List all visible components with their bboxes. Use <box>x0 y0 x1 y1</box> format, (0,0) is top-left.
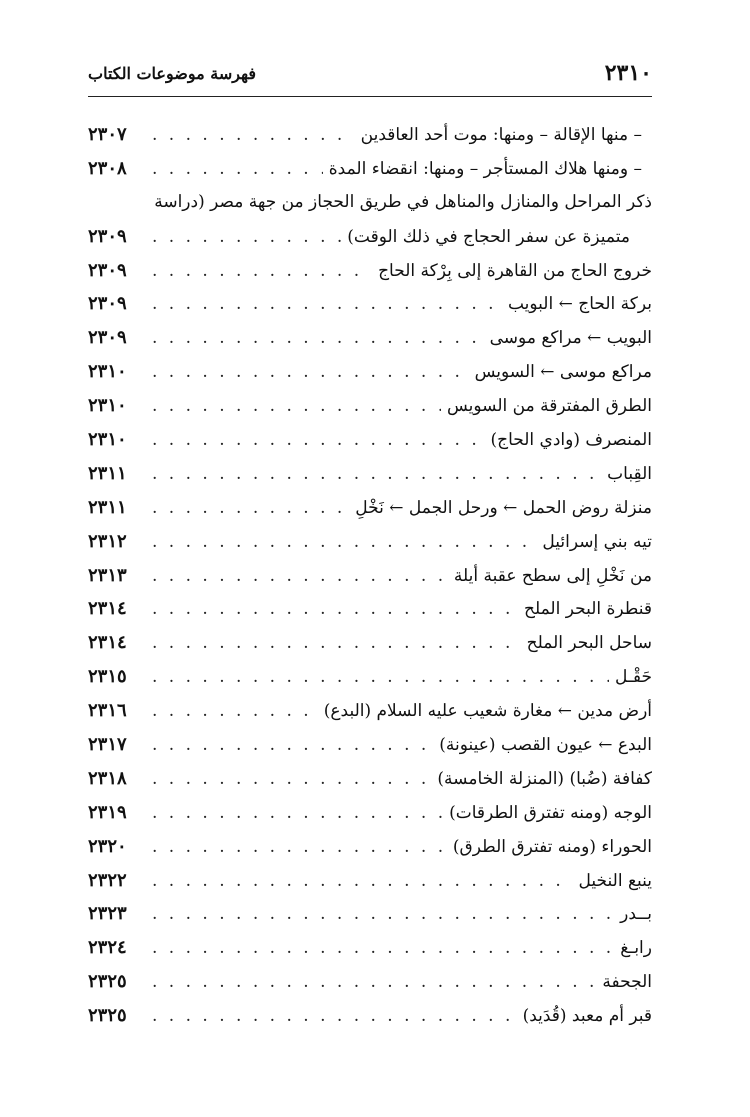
toc-entry-page: ٢٣١٣ <box>88 564 127 586</box>
toc-entry-title: بركة الحاج ← البويب <box>507 294 652 315</box>
toc-entry-title: ساحل البحر الملح <box>526 633 652 654</box>
toc-entry <box>88 118 652 152</box>
toc-entry-page: ٢٣١٠ <box>88 429 127 451</box>
toc-entry-title: القِباب <box>607 463 652 484</box>
toc-entry-title: قنطرة البحر الملح <box>523 599 652 620</box>
toc-entry-page: ٢٣١٠ <box>88 361 127 383</box>
toc-entry-page: ٢٣١١ <box>88 462 127 484</box>
toc-entry-title: متميزة عن سفر الحجاج في ذلك الوقت) <box>347 226 630 247</box>
leader-dots <box>152 729 433 763</box>
toc-entry-title: تيه بني إسرائيل <box>542 531 652 552</box>
toc-entry <box>88 525 652 559</box>
toc-entry-title: أرض مدين ← مغارة شعيب عليه السلام (البدع) <box>323 701 652 722</box>
toc-entry <box>88 389 652 423</box>
leader-dots <box>152 865 573 899</box>
leader-dots <box>152 898 614 932</box>
toc-entry-page: ٢٣٢٤ <box>88 937 127 959</box>
leader-dots <box>152 831 447 865</box>
toc-entry-page: ٢٣١٩ <box>88 801 127 823</box>
leader-dots <box>152 695 318 729</box>
toc-entry-page: ٢٣١٠ <box>88 395 127 417</box>
toc-entry-page: ٢٣١٦ <box>88 700 127 722</box>
toc-entry-page: ٢٣٠٩ <box>88 327 127 349</box>
toc-entry <box>88 220 652 254</box>
toc-entry-page: ٢٣١١ <box>88 496 127 518</box>
toc-entry <box>88 830 652 864</box>
leader-dots <box>152 119 355 153</box>
leader-dots <box>152 593 518 627</box>
toc-entry-page: ٢٣٠٨ <box>88 157 127 179</box>
toc-entry-page: ٢٣٠٩ <box>88 259 127 281</box>
leader-dots <box>152 1000 517 1034</box>
toc-entry-page: ٢٣٠٧ <box>88 124 127 145</box>
toc-entry-page: ٢٣٠٩ <box>88 225 127 247</box>
leader-dots <box>152 356 469 390</box>
toc-entry-page: ٢٣١٤ <box>88 632 127 654</box>
toc-entry <box>88 559 652 593</box>
toc-entry-page: ٢٣٢٠ <box>88 835 127 857</box>
toc-entry-page: ٢٣٢٥ <box>88 971 127 993</box>
toc-entry-title: رابـغ <box>620 938 652 959</box>
leader-dots <box>152 458 601 492</box>
toc-entry <box>88 152 652 186</box>
toc-entry-title: كفافة (ضُبا) (المنزلة الخامسة) <box>437 768 652 789</box>
toc-entry <box>88 491 652 525</box>
leader-dots <box>152 492 349 526</box>
toc-entry <box>88 287 652 321</box>
table-of-contents <box>88 118 652 1033</box>
toc-entry-title: الطرق المفترقة من السويس <box>446 396 652 417</box>
toc-entry <box>88 728 652 762</box>
leader-dots <box>152 560 448 594</box>
toc-entry <box>88 423 652 457</box>
toc-entry-title: البدع ← عيون القصب (عينونة) <box>439 735 652 756</box>
leader-dots <box>152 763 431 797</box>
toc-entry-page: ٢٣١٥ <box>88 666 127 688</box>
toc-entry-title: من نَخْلِ إلى سطح عقبة أيلة <box>453 565 652 586</box>
leader-dots <box>152 797 443 831</box>
toc-entry-title: المنصرف (وادي الحاج) <box>490 430 652 451</box>
toc-entry-title: مراكع موسى ← السويس <box>474 362 652 383</box>
toc-entry <box>88 999 652 1033</box>
toc-entry-title: البويب ← مراكع موسى <box>489 328 652 349</box>
toc-entry-page: ٢٣٠٩ <box>88 293 127 315</box>
toc-entry <box>88 762 652 796</box>
leader-dots <box>152 932 614 966</box>
toc-entry <box>88 931 652 965</box>
toc-entry-title: بــدر <box>620 904 652 925</box>
toc-entry <box>88 626 652 660</box>
toc-entry-title: ينبع النخيل <box>578 870 652 891</box>
toc-entry <box>88 592 652 626</box>
toc-entry <box>88 321 652 355</box>
toc-entry-title: ذكر المراحل والمنازل والمناهل في طريق الحجاز من جهة مصر (دراسة <box>154 191 652 212</box>
leader-dots <box>152 153 323 187</box>
leader-dots <box>152 661 609 695</box>
toc-entry-page: ٢٣٢٥ <box>88 1005 127 1027</box>
leader-dots <box>152 966 596 1000</box>
leader-dots <box>152 390 441 424</box>
toc-entry-title: – ومنها هلاك المستأجر – ومنها: انقضاء المدة <box>328 158 642 179</box>
toc-entry-title: الوجه (ومنه تفترق الطرقات) <box>449 802 652 823</box>
toc-entry <box>88 254 652 288</box>
leader-dots <box>152 322 484 356</box>
leader-dots <box>152 424 484 458</box>
toc-entry-title: خروج الحاج من القاهرة إلى بِرْكة الحاج <box>378 260 652 281</box>
toc-entry <box>88 186 652 220</box>
leader-dots <box>152 288 502 322</box>
toc-entry-title: حَقْـل <box>615 667 652 688</box>
running-title: فهرسة موضوعات الكتاب <box>88 64 257 83</box>
toc-entry-title: منزلة روض الحمل ← ورحل الجمل ← نَخْلِ <box>355 497 652 518</box>
page-header <box>88 56 652 94</box>
toc-entry <box>88 796 652 830</box>
toc-entry-title: الجحفة <box>602 972 652 993</box>
toc-entry-title: قبر أم معبد (قُدَيد) <box>522 1006 652 1027</box>
toc-entry <box>88 660 652 694</box>
toc-entry-page: ٢٣١٨ <box>88 767 127 789</box>
toc-entry-title: الحوراء (ومنه تفترق الطرق) <box>452 836 652 857</box>
toc-entry <box>88 457 652 491</box>
toc-entry <box>88 897 652 931</box>
toc-entry <box>88 864 652 898</box>
leader-dots <box>152 221 341 255</box>
leader-dots <box>152 255 372 289</box>
toc-entry-page: ٢٣٢٢ <box>88 869 127 891</box>
leader-dots <box>152 627 521 661</box>
toc-entry-page: ٢٣١٢ <box>88 530 127 552</box>
header-rule <box>88 96 652 97</box>
leader-dots <box>152 526 536 560</box>
toc-entry-page: ٢٣١٧ <box>88 734 127 756</box>
toc-entry <box>88 965 652 999</box>
page-number: ٢٣١٠ <box>604 60 652 86</box>
toc-entry-page: ٢٣٢٣ <box>88 903 127 925</box>
toc-entry-page: ٢٣١٤ <box>88 598 127 620</box>
toc-entry <box>88 694 652 728</box>
toc-entry <box>88 355 652 389</box>
toc-entry-title: – منها الإقالة – ومنها: موت أحد العاقدين <box>360 125 642 145</box>
